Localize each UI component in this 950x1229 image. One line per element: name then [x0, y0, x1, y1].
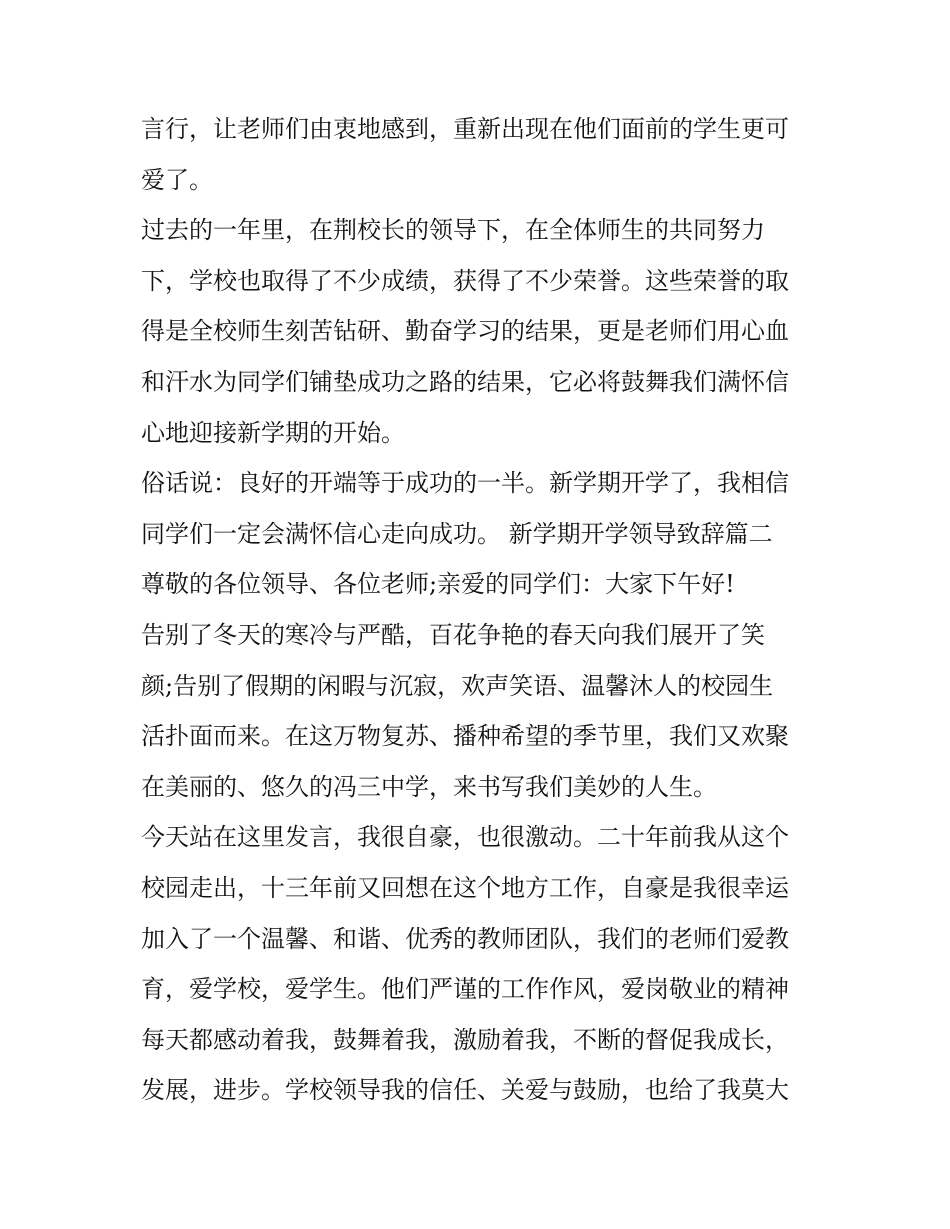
text-line: 今天站在这里发言，我很自豪，也很激动。二十年前我从这个: [141, 823, 789, 852]
text-line: 爱了。: [141, 165, 213, 194]
text-line: 加入了一个温馨、和谐、优秀的教师团队，我们的老师们爱教: [141, 924, 789, 953]
text-line: 和汗水为同学们铺垫成功之路的结果，它必将鼓舞我们满怀信: [141, 367, 789, 396]
text-line: 俗话说：良好的开端等于成功的一半。新学期开学了，我相信: [141, 469, 789, 498]
text-line: 言行，让老师们由衷地感到，重新出现在他们面前的学生更可: [141, 115, 789, 143]
text-line: 发展，进步。学校领导我的信任、关爱与鼓励，也给了我莫大: [141, 1076, 789, 1105]
text-line: 得是全校师生刻苦钻研、勤奋学习的结果，更是老师们用心血: [141, 317, 789, 346]
text-line: 下，学校也取得了不少成绩，获得了不少荣誉。这些荣誉的取: [141, 266, 789, 295]
text-line: 在美丽的、悠久的冯三中学，来书写我们美妙的人生。: [141, 772, 717, 801]
text-line: 告别了冬天的寒冷与严酷，百花争艳的春天向我们展开了笑: [141, 620, 765, 649]
text-line: 同学们一定会满怀信心走向成功。 新学期开学领导致辞篇二: [141, 519, 773, 548]
text-line: 心地迎接新学期的开始。: [141, 418, 405, 447]
text-line: 过去的一年里，在荆校长的领导下，在全体师生的共同努力: [141, 216, 765, 245]
text-line: 育，爱学校，爱学生。他们严谨的工作作风，爱岗敬业的精神: [141, 975, 789, 1004]
text-line: 颜;告别了假期的闲暇与沉寂，欢声笑语、温馨沐人的校园生: [141, 671, 774, 700]
text-line: 活扑面而来。在这万物复苏、播种希望的季节里，我们又欢聚: [141, 722, 789, 751]
text-line: 每天都感动着我，鼓舞着我，激励着我，不断的督促我成长，: [141, 1025, 789, 1054]
text-line: 校园走出，十三年前又回想在这个地方工作，自豪是我很幸运: [141, 873, 789, 902]
document-body: [141, 104, 821, 1116]
text-line: 尊敬的各位领导、各位老师;亲爱的同学们：大家下午好!: [141, 570, 735, 599]
